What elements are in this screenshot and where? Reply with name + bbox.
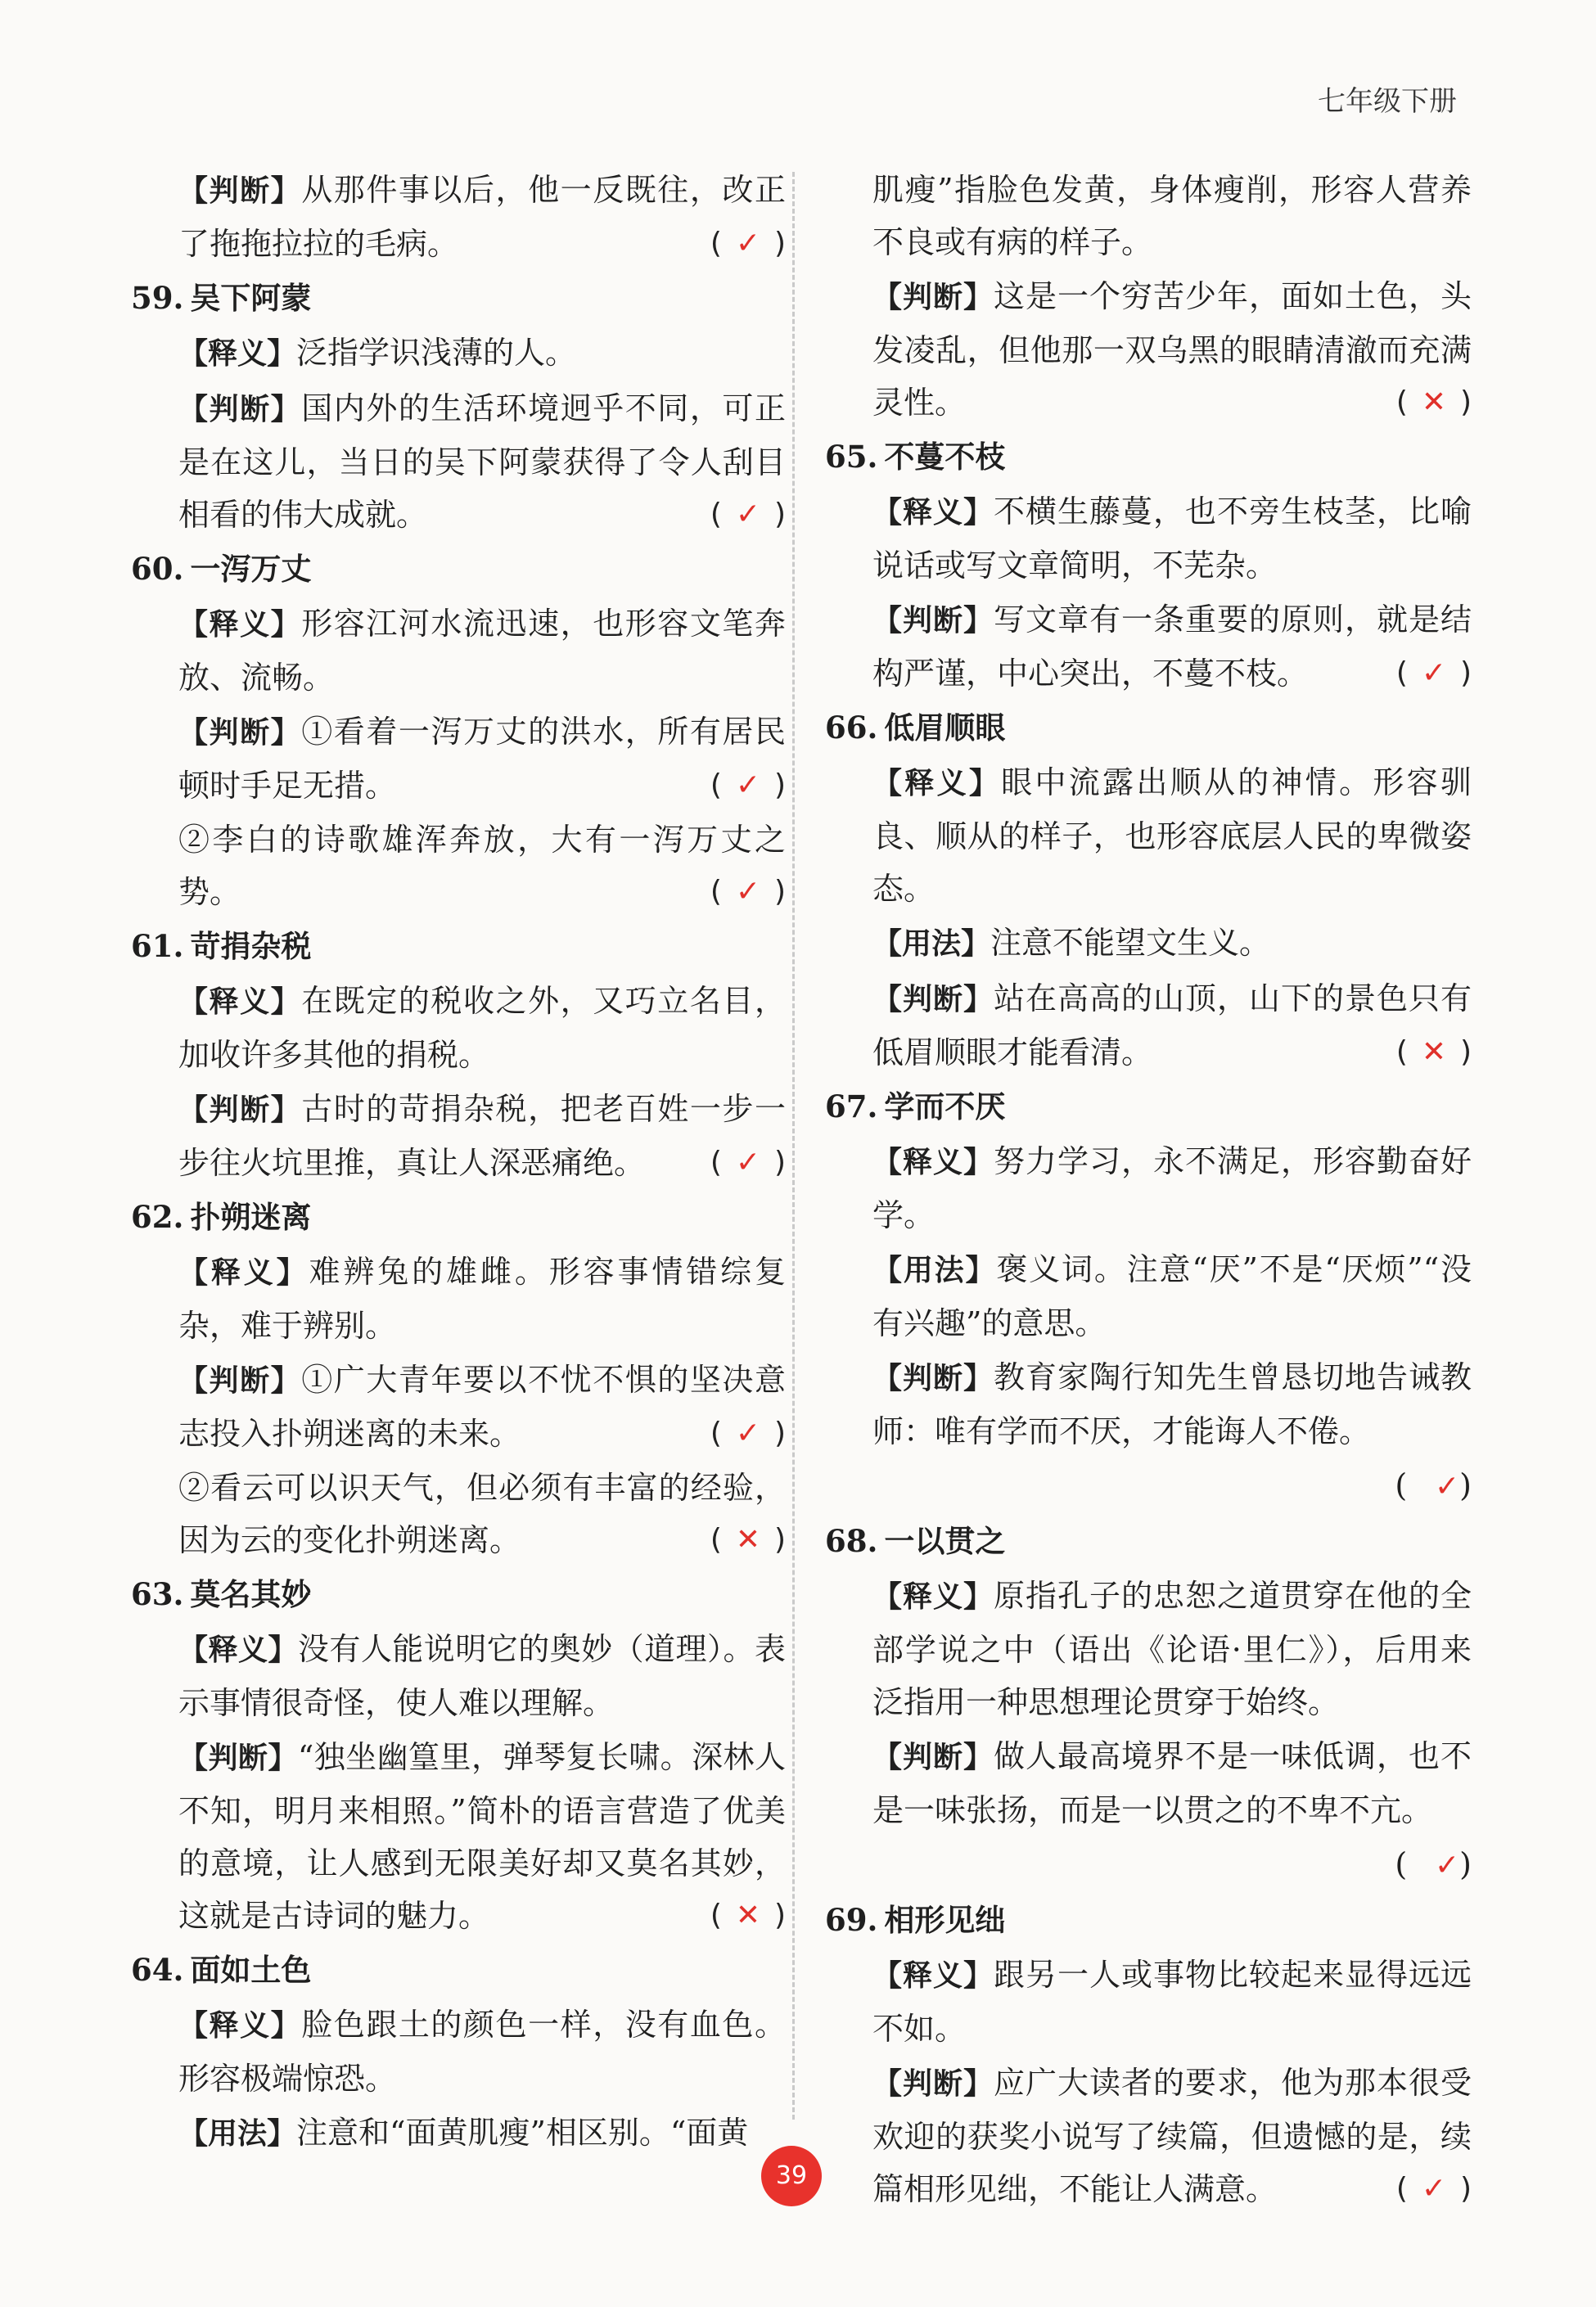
entry-number: 64. [131, 1952, 184, 1988]
usage-text: 褒义词。注意“厌”不是“厌烦”“没有兴趣”的意思。 [872, 1251, 1472, 1341]
entry-term: 苛捐杂税 [190, 929, 312, 964]
entry-62-judge-2 [131, 1462, 786, 1566]
answer-mark: ( ✓ ) [710, 1408, 786, 1460]
meaning-text: 跟另一人或事物比较起来显得远远不如。 [872, 1957, 1472, 2047]
meaning-text: 眼中流露出顺从的神情。形容驯良、顺从的样子，也形容底层人民的卑微姿态。 [872, 764, 1472, 907]
check-icon: ✓ [1421, 2172, 1447, 2206]
answer-mark: ( ✓ ) [710, 489, 786, 541]
right-column [825, 164, 1472, 2217]
entry-number: 68. [825, 1523, 878, 1559]
judge-label: 【判断】 [872, 281, 994, 314]
answer-mark: ( ✕ ) [1396, 1026, 1472, 1079]
judge-text: 写文章有一条重要的原则，就是结构严谨，中心突出，不蔓不枝。 [872, 602, 1472, 692]
judge-text: 从那件事以后，他一反既往，改正了拖拖拉拉的毛病。 [178, 172, 786, 262]
cross-icon: ✕ [1421, 1035, 1447, 1069]
judge-label: 【判断】 [872, 2067, 994, 2101]
judge-label: 【判断】 [178, 1364, 302, 1398]
entry-59-title [131, 273, 786, 323]
entry-60-judge-1 [131, 705, 786, 812]
meaning-text: 泛指学识浅薄的人。 [296, 335, 577, 371]
meaning-label: 【释义】 [872, 1146, 994, 1179]
entry-63-title [131, 1570, 786, 1620]
left-column [131, 164, 786, 2162]
entry-number: 67. [825, 1088, 878, 1124]
cross-icon: ✕ [735, 1899, 761, 1932]
entry-66-meaning [825, 756, 1472, 915]
entry-65-judge [825, 593, 1472, 700]
entry-term: 一以贯之 [884, 1524, 1006, 1559]
check-icon: ✓ [1435, 1470, 1460, 1503]
meaning-text: 原指孔子的忠恕之道贯穿在他的全部学说之中（语出《论语·里仁》），后用来泛指用一种思想理论贯穿于始终。 [872, 1578, 1472, 1720]
entry-68-judge [825, 1730, 1472, 1836]
entry-65-meaning [825, 485, 1472, 592]
entry-62-title [131, 1192, 786, 1242]
check-icon: ✓ [735, 1146, 761, 1179]
answer-mark: ( ✕ ) [710, 1514, 786, 1566]
answer-mark: ( ✓ ) [710, 218, 786, 270]
entry-64-judge [825, 270, 1472, 429]
judge-text: 这是一个穷苦少年，面如土色，头发凌乱，但他那一双乌黑的眼睛清澈而充满灵性。 [872, 278, 1472, 421]
usage-text: 注意和“面黄肌瘦”相区别。“面黄 [296, 2115, 749, 2151]
entry-66-usage [825, 917, 1472, 971]
entry-number: 69. [825, 1902, 878, 1938]
judge-label: 【判断】 [872, 604, 994, 638]
entry-number: 66. [825, 710, 878, 746]
entry-67-answer [825, 1459, 1472, 1513]
judge-text: 应广大读者的要求，他为那本很受欢迎的获奖小说写了续篇，但遗憾的是，续篇相形见绌，不能让人满意。 [872, 2065, 1472, 2207]
entry-64-meaning [131, 1998, 786, 2105]
entry-67-judge [825, 1351, 1472, 1458]
meaning-text: 在既定的税收之外，又巧立名目，加收许多其他的捐税。 [178, 983, 786, 1073]
entry-68-title [825, 1516, 1472, 1566]
meaning-text: 难辨兔的雄雌。形容事情错综复杂，难于辨别。 [178, 1254, 786, 1344]
entry-term: 一泻万丈 [190, 552, 312, 587]
judge-text: ②李白的诗歌雄浑奔放，大有一泻万丈之势。 [178, 822, 786, 910]
entry-61-judge [131, 1083, 786, 1189]
entry-69-title [825, 1895, 1472, 1945]
entry-number: 59. [131, 280, 184, 316]
entry-60-title [131, 544, 786, 594]
check-icon: ✓ [735, 875, 761, 908]
entry-64-title [131, 1945, 786, 1995]
entry-67-title [825, 1082, 1472, 1132]
judge-text: 古时的苛捐杂税，把老百姓一步一步往火坑里推，真让人深恶痛绝。 [178, 1091, 786, 1181]
entry-59-judge [131, 382, 786, 541]
judge-label: 【判断】 [872, 1741, 994, 1774]
judge-text: 做人最高境界不是一味低调，也不是一味张扬，而是一以贯之的不卑不亢。 [872, 1738, 1472, 1828]
usage-label: 【用法】 [872, 1254, 997, 1287]
answer-mark: ( ✓ ) [710, 759, 786, 812]
meaning-text: 没有人能说明它的奥妙（道理）。表示事情很奇怪，使人难以理解。 [178, 1631, 786, 1721]
judge-label: 【判断】 [178, 1093, 302, 1127]
page-number: 39 [761, 2146, 822, 2206]
judge-label: 【判断】 [178, 1742, 298, 1775]
entry-number: 63. [131, 1576, 184, 1612]
answer-mark: ( ✓ ) [710, 1137, 786, 1189]
judge-text: ①看着一泻万丈的洪水，所有居民顿时手足无措。 [178, 714, 786, 804]
cross-icon: ✕ [1421, 385, 1447, 419]
entry-60-meaning [131, 597, 786, 704]
entry-68-answer [825, 1838, 1472, 1892]
entry-68-meaning [825, 1570, 1472, 1728]
entry-67-meaning [825, 1135, 1472, 1241]
entry-number: 62. [131, 1199, 184, 1235]
entry-61-title [131, 921, 786, 971]
entry-63-judge [131, 1731, 786, 1942]
meaning-text: 不横生藤蔓，也不旁生枝茎，比喻说话或写文章简明，不芜杂。 [872, 493, 1472, 584]
entry-60-judge-2 [131, 813, 786, 918]
meaning-text: 努力学习，永不满足，形容勤奋好学。 [872, 1143, 1472, 1233]
meaning-label: 【释义】 [178, 337, 297, 371]
entry-66-judge [825, 972, 1472, 1079]
cross-icon: ✕ [735, 1523, 761, 1557]
entry-number: 65. [825, 439, 878, 475]
entry-term: 低眉顺眼 [884, 710, 1006, 746]
usage-text: 肌瘦”指脸色发黄，身体瘦削，形容人营养不良或有病的样子。 [872, 172, 1472, 260]
judge-label: 【判断】 [178, 393, 302, 426]
entry-64-usage-continued [825, 164, 1472, 268]
judge-label: 【判断】 [178, 174, 302, 208]
judge-text: 国内外的生活环境迥乎不同，可正是在这儿，当日的吴下阿蒙获得了令人刮目相看的伟大成就。 [178, 390, 786, 533]
meaning-label: 【释义】 [178, 2009, 302, 2043]
entry-65-title [825, 432, 1472, 482]
meaning-label: 【释义】 [178, 985, 302, 1019]
check-icon: ✓ [735, 768, 761, 802]
judge-text: ②看云可以识天气，但必须有丰富的经验，因为云的变化扑朔迷离。 [178, 1470, 786, 1558]
entry-term: 面如土色 [190, 1953, 312, 1988]
meaning-label: 【释义】 [178, 608, 302, 642]
entry-term: 学而不厌 [884, 1089, 1006, 1124]
entry-term: 相形见绌 [884, 1903, 1006, 1938]
check-icon: ✓ [735, 498, 761, 531]
check-icon: ✓ [1421, 656, 1447, 690]
judge-label: 【判断】 [872, 1362, 994, 1395]
answer-mark: ( ✓) [1395, 1846, 1472, 1882]
answer-mark: ( ✕ ) [1396, 376, 1472, 429]
entry-59-meaning [131, 327, 786, 381]
entry-62-judge-1 [131, 1354, 786, 1460]
entry-69-judge [825, 2057, 1472, 2215]
entry-58-judge [131, 164, 786, 270]
meaning-text: 形容江河水流迅速，也形容文笔奔放、流畅。 [178, 606, 786, 696]
entry-term: 不蔓不枝 [884, 439, 1006, 475]
entry-term: 莫名其妙 [190, 1577, 312, 1612]
answer-mark: ( ✓ ) [1396, 2163, 1472, 2215]
judge-text: 教育家陶行知先生曾恳切地告诫教师：唯有学而不厌，才能诲人不倦。 [872, 1359, 1472, 1449]
answer-mark: ( ✕ ) [710, 1890, 786, 1942]
meaning-label: 【释义】 [872, 1580, 994, 1614]
usage-text: 注意不能望文生义。 [990, 925, 1271, 961]
judge-text: “独坐幽篁里，弹琴复长啸。深林人不知，明月来相照。”简朴的语言营造了优美的意境，让人感到无限美好却又莫名其妙，这就是古诗词的魅力。 [178, 1739, 786, 1934]
entry-term: 扑朔迷离 [190, 1200, 312, 1235]
entry-69-meaning [825, 1949, 1472, 2055]
check-icon: ✓ [1435, 1849, 1460, 1882]
judge-text: 站在高高的山顶，山下的景色只有低眉顺眼才能看清。 [872, 980, 1472, 1070]
meaning-label: 【释义】 [872, 767, 1002, 800]
answer-mark: ( ✓) [1395, 1467, 1472, 1503]
entry-63-meaning [131, 1623, 786, 1729]
judge-label: 【判断】 [872, 983, 994, 1016]
check-icon: ✓ [735, 1417, 761, 1450]
grade-header: 七年级下册 [1318, 85, 1457, 118]
answer-mark: ( ✓ ) [710, 866, 786, 918]
entry-64-usage [131, 2106, 786, 2161]
entry-62-meaning [131, 1246, 786, 1352]
entry-number: 60. [131, 551, 184, 587]
entry-61-meaning [131, 975, 786, 1081]
meaning-text: 脸色跟土的颜色一样，没有血色。形容极端惊恐。 [178, 2007, 786, 2097]
check-icon: ✓ [735, 227, 761, 260]
entry-term: 吴下阿蒙 [190, 281, 312, 316]
meaning-label: 【释义】 [178, 1633, 298, 1667]
usage-label: 【用法】 [872, 927, 991, 961]
meaning-label: 【释义】 [872, 496, 994, 529]
entry-number: 61. [131, 928, 184, 964]
meaning-label: 【释义】 [872, 1959, 994, 1993]
entry-67-usage [825, 1243, 1472, 1350]
meaning-label: 【释义】 [178, 1256, 309, 1290]
column-divider [792, 172, 795, 2120]
usage-label: 【用法】 [178, 2117, 297, 2151]
answer-mark: ( ✓ ) [1396, 647, 1472, 700]
entry-66-title [825, 703, 1472, 753]
judge-label: 【判断】 [178, 716, 302, 750]
judge-text: ①广大青年要以不忧不惧的坚决意志投入扑朔迷离的未来。 [178, 1362, 786, 1452]
